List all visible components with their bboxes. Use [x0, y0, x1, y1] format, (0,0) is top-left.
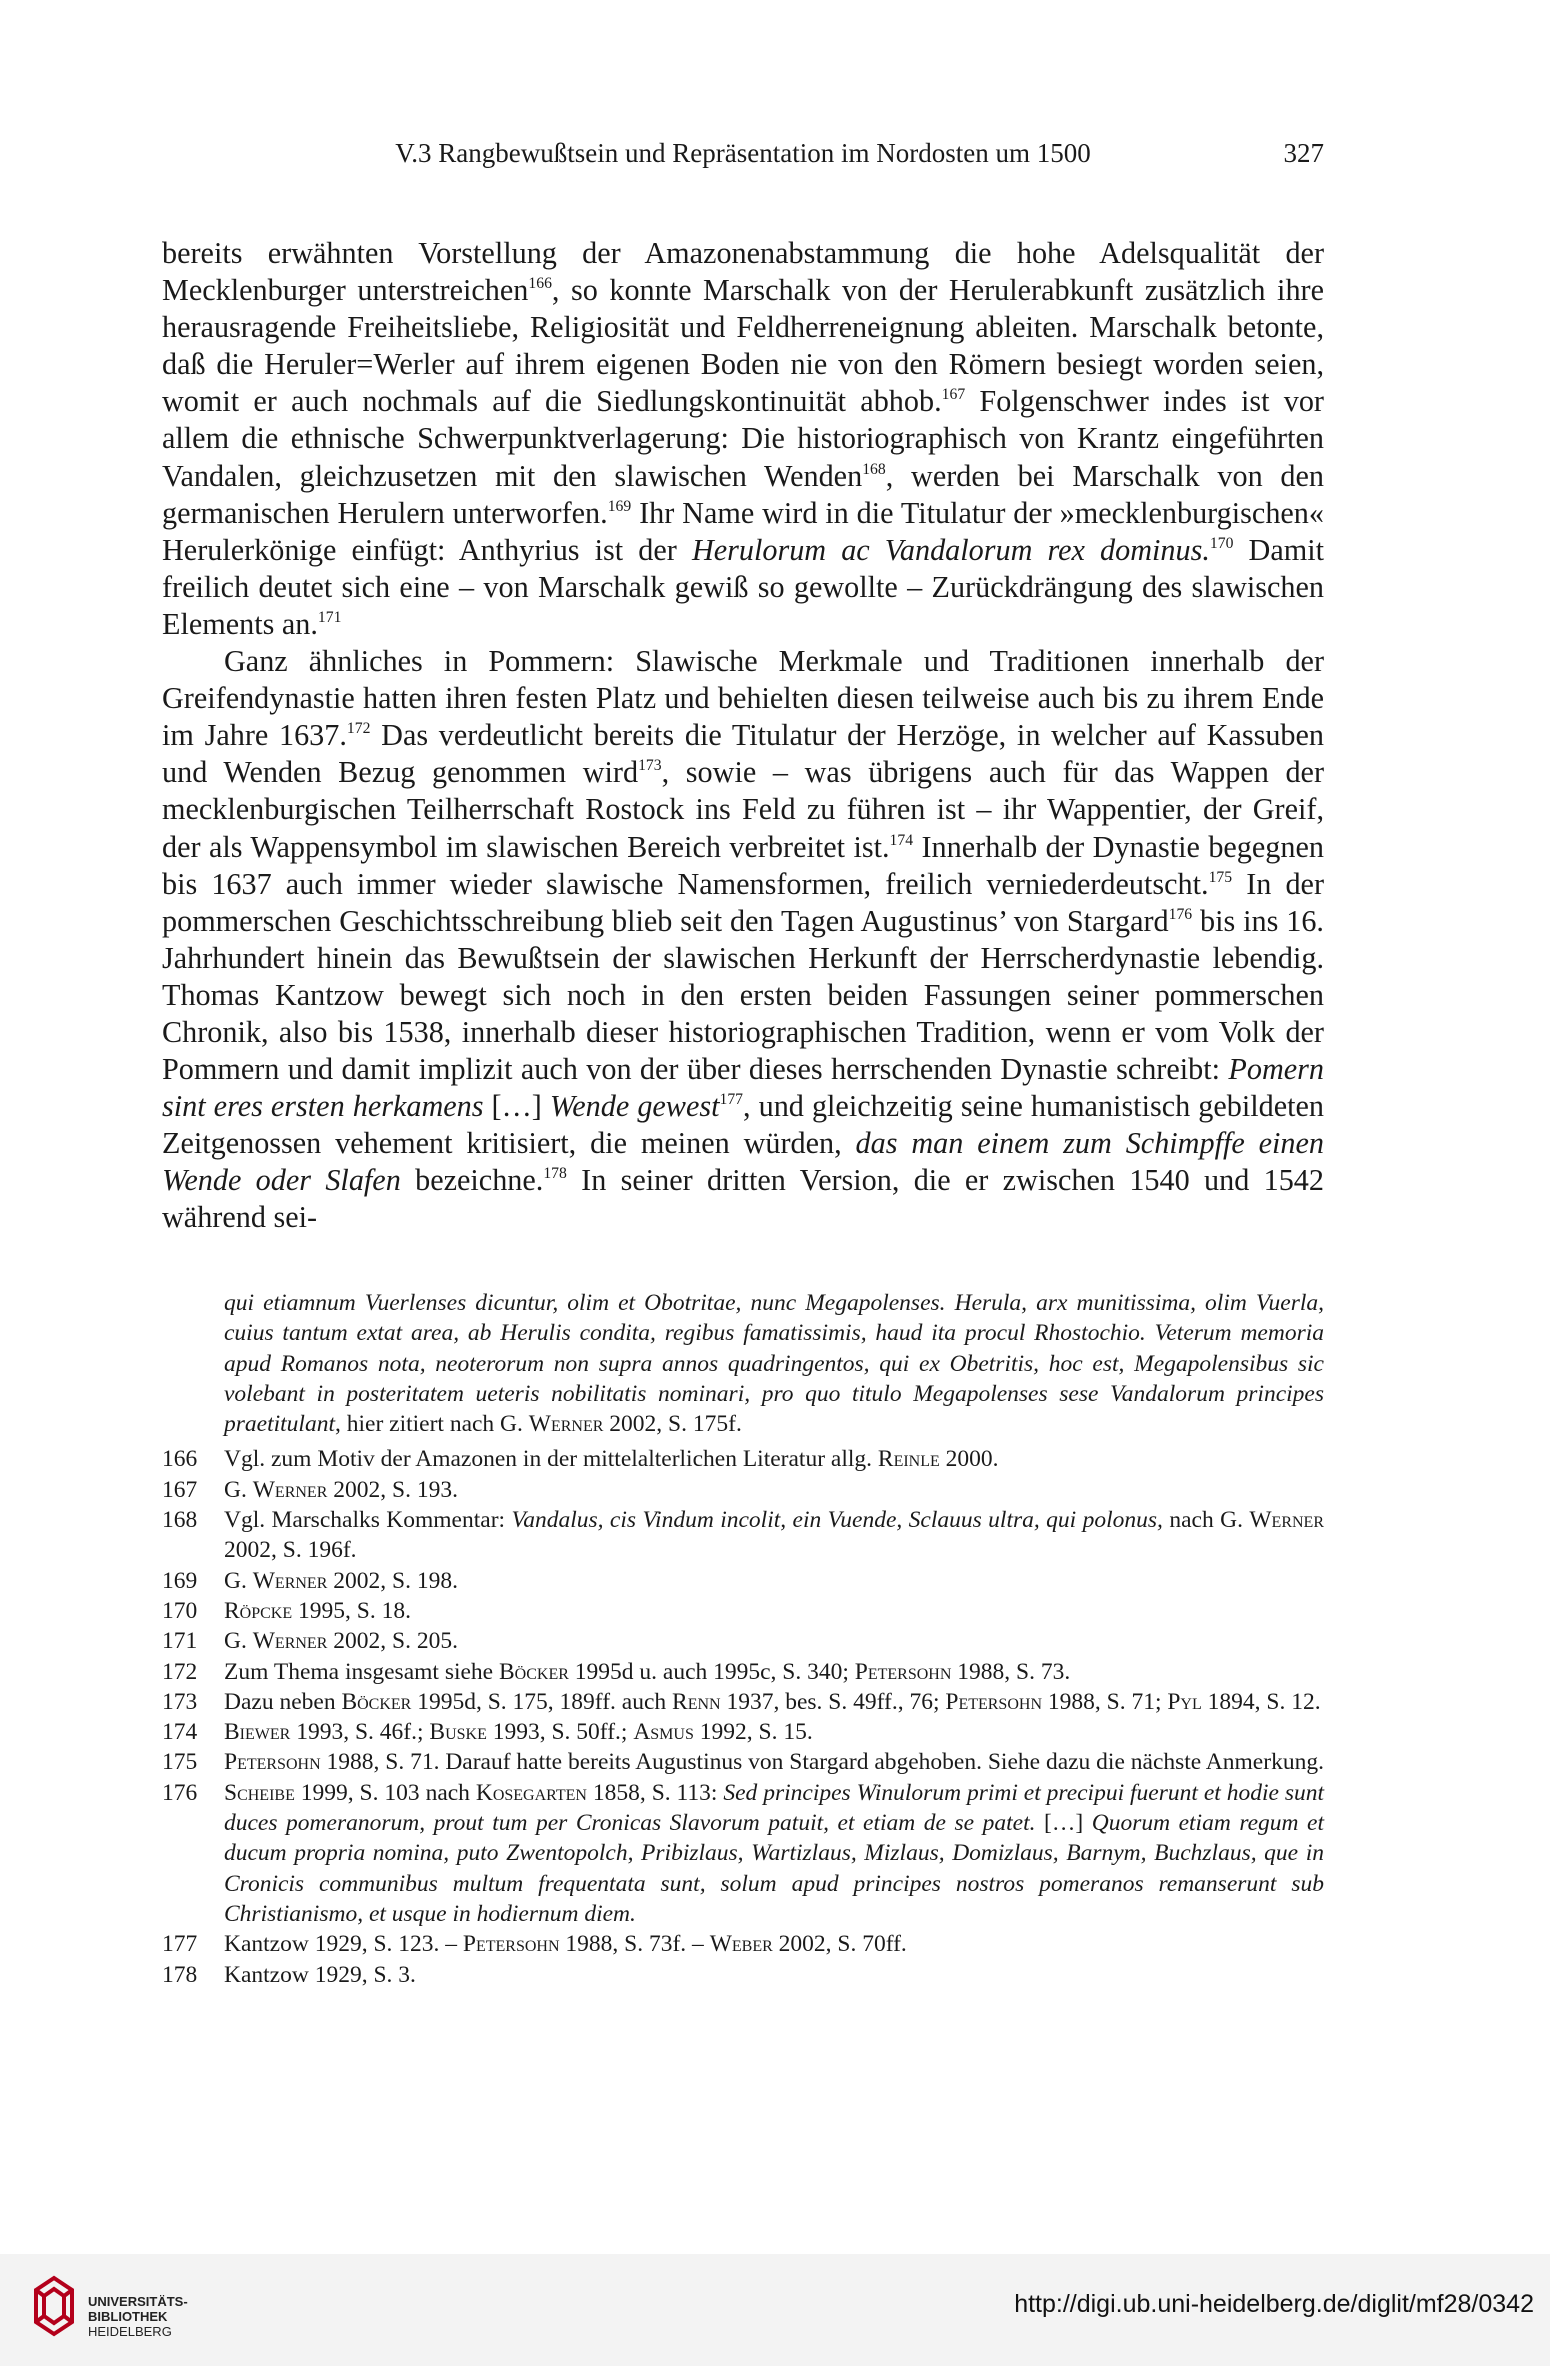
text-run: , hier zitiert nach G. — [334, 1411, 529, 1438]
footnote-number: 177 — [162, 1931, 198, 1958]
footnote-continuation — [224, 1288, 1324, 1439]
footnote-number: 170 — [162, 1597, 198, 1624]
footnote-172: 172 Zum Thema insgesamt siehe Böcker 1995d u. auch 1995c, S. 340; Petersohn 1988, S. 73. — [162, 1657, 1324, 1687]
footnote-174: 174 Biewer 1993, S. 46f.; Buske 1993, S. 50ff.; Asmus 1992, S. 15. — [162, 1717, 1324, 1747]
author-name: Werner — [528, 1411, 604, 1438]
logo-line: BIBLIOTHEK — [88, 2309, 168, 2324]
footnote-number: 167 — [162, 1476, 198, 1503]
text-run: […] — [483, 1089, 550, 1124]
quote: Pomern sint eres ersten herkamens — [162, 1052, 1324, 1124]
paragraph — [162, 643, 1324, 1237]
text-run: bis ins 16. Jahrhundert hinein das Bewußtsein der slawischen Herkunft der Herrscherdynastie lebendig. Thomas Kantzow bewegt sich noch in den ersten beiden Fassungen seiner pommerschen Chronik, also bis 1538, innerhalb dieser historiographischen Tradition, wenn er vom Volk der Pommern und damit implizit auch von der über dieses herrschenden Dynastie schreibt: — [162, 903, 1324, 1087]
footnote-number: 176 — [162, 1779, 198, 1806]
latin-quote: Herulorum ac Vandalorum rex dominus. — [691, 532, 1210, 567]
author-name: Petersohn — [945, 1688, 1042, 1715]
author-name: Werner — [252, 1476, 328, 1503]
text-run: In seiner dritten Version, die er zwischen 1540 und 1542 während sei- — [162, 1163, 1324, 1235]
footnote-number: 174 — [162, 1719, 198, 1746]
footnote-ref[interactable]: 175 — [1208, 868, 1233, 886]
footnote-number: 168 — [162, 1507, 198, 1534]
footnote-ref[interactable]: 177 — [719, 1091, 744, 1109]
library-logo-text — [88, 2294, 188, 2339]
text-run: , werden bei Marschalk von den germanischen Herulern unterworfen. — [162, 458, 1324, 530]
text-run: Ganz ähnliches in Pommern: Slawische Merkmale und Traditionen innerhalb der Greifendynastie hatten ihren festen Platz und behielten diesen teilweise auch bis zu ihrem Ende im Jahre 1637. — [162, 644, 1324, 753]
logo-line: UNIVERSITÄTS- — [88, 2294, 188, 2309]
text-run: Ihr Name wird in die Titulatur der »mecklenburgischen« Herulerkönige einfügt: Anthyrius ist der — [162, 495, 1324, 567]
footnote-173: 173 Dazu neben Böcker 1995d, S. 175, 189ff. auch Renn 1937, bes. S. 49ff., 76; Petersohn 1988, S. 71; Pyl 1894, S. 12. — [162, 1687, 1324, 1717]
footnote-168: 168 Vgl. Marschalks Kommentar: Vandalus, cis Vindum incolit, ein Vuende, Sclauus ultra, qui polonus, nach G. Werner 2002, S. 196f. — [162, 1507, 1324, 1564]
author-name: Weber — [709, 1931, 773, 1958]
page-number: 327 — [1283, 138, 1324, 168]
author-name: Werner — [1249, 1507, 1324, 1534]
author-name: Petersohn — [462, 1931, 560, 1958]
footnote-176: 176 Scheibe 1999, S. 103 nach Kosegarten 1858, S. 113: Sed principes Winulorum primi et precipui fuerunt et hodie sunt duces pomeranorum, prout tum per Cronicas Slavorum patuit, et etiam de se patet. […] Quorum etiam regum et ducum propria nomina, puto Zwentopolch, Pribizlaus, Wartizlaus, Mizlaus, Domizlaus, Barnym, Buchzlaus, que in Cronicis communibus multum frequentata sunt, solum apud principes nostros pomeranos remanserunt sub Christianismo, et usque in hodiernum diem. — [162, 1779, 1325, 1927]
footnotes — [162, 1288, 1324, 1990]
footnote-number: 172 — [162, 1658, 198, 1685]
footnote-ref[interactable]: 173 — [638, 757, 662, 775]
footnote-ref[interactable]: 167 — [941, 386, 966, 404]
author-name: Pyl — [1167, 1688, 1202, 1715]
author-name: Kosegarten — [475, 1779, 587, 1806]
author-name: Asmus — [633, 1719, 694, 1746]
text-run: , und gleichzeitig seine humanistisch gebildeten Zeitgenossen vehement kritisiert, die meinen würden, — [162, 1089, 1324, 1161]
footnote-number: 173 — [162, 1688, 198, 1715]
footnote-number: 178 — [162, 1961, 198, 1988]
footnote-number: 166 — [162, 1446, 198, 1473]
author-name: Böcker — [341, 1688, 412, 1715]
latin-quote: Vandalus, cis Vindum incolit, ein Vuende, Sclauus ultra, qui polonus, — [511, 1507, 1163, 1534]
footnote-170: 170 Röpcke 1995, S. 18. — [162, 1596, 1324, 1626]
latin-quote: Sed principes Winulorum primi et precipui fuerunt et hodie sunt duces pomeranorum, prout tum per Cronicas Slavorum patuit, et etiam de se patet. — [224, 1779, 1324, 1837]
text-run: Innerhalb der Dynastie begegnen bis 1637 auch immer wieder slawische Namensformen, freilich verniederdeutscht. — [162, 829, 1324, 901]
author-name: Renn — [672, 1688, 721, 1715]
footnote-ref[interactable]: 176 — [1168, 905, 1193, 923]
footnote-number: 171 — [162, 1628, 198, 1655]
paragraph — [162, 235, 1324, 643]
footnote-ref[interactable]: 171 — [317, 609, 342, 627]
latin-quote: qui etiamnum Vuerlenses dicuntur, olim et Obotritae, nunc Megapolenses. Herula, arx munitissima, olim Vuerla, cuius tantum extat area, ab Herulis condita, regibus famatissimis, haud ita procul Rhostochio. Veterum memoria apud Romanos nota, neoterorum non supra annos quadringentos, qui ex Obetritis, hoc est, Megapolensibus sic volebant in posteritatem ueteris nobilitatis nominari, pro quo titulo Megapolenses sese Vandalorum principes praetitulant — [224, 1290, 1324, 1438]
author-name: Petersohn — [224, 1749, 321, 1776]
footnote-ref[interactable]: 169 — [607, 497, 632, 515]
running-head — [162, 138, 1324, 178]
footnote-number: 169 — [162, 1567, 198, 1594]
latin-quote: Quorum etiam regum et ducum propria nomina, puto Zwentopolch, Pribizlaus, Wartizlaus, Mizlaus, Domizlaus, Barnym, Buchzlaus, que in Cronicis communibus multum frequentata sunt, solum apud principes nostros pomeranos remanserunt sub Christianismo, et usque in hodiernum diem. — [224, 1810, 1325, 1927]
text-run: Folgenschwer indes ist vor allem die ethnische Schwerpunktverlagerung: Die historiographisch von Krantz eingeführten Vandalen, gleichzusetzen mit den slawischen Wenden — [162, 384, 1324, 493]
footnote-ref[interactable]: 166 — [528, 275, 552, 293]
main-text — [162, 235, 1324, 1237]
author-name: Petersohn — [854, 1658, 952, 1685]
author-name: Reinle — [877, 1446, 940, 1473]
text-run: In der pommerschen Geschichtsschreibung blieb seit den Tagen Augustinus’ von Stargard — [162, 866, 1324, 938]
author-name: Werner — [252, 1567, 328, 1594]
library-logo-icon — [30, 2270, 80, 2340]
quote: Wende gewest — [549, 1089, 720, 1124]
footnote-178: 178 Kantzow 1929, S. 3. — [162, 1960, 1324, 1990]
footnote-166: 166 Vgl. zum Motiv der Amazonen in der mittelalterlichen Literatur allg. Reinle 2000. — [162, 1444, 1324, 1474]
author-name: Biewer — [224, 1719, 291, 1746]
text-run: bereits erwähnten Vorstellung der Amazonenabstammung die hohe Adelsqualität der Mecklenburger unterstreichen — [162, 236, 1324, 308]
footnote-number: 175 — [162, 1749, 198, 1776]
footnote-167: 167 G. Werner 2002, S. 193. — [162, 1475, 1324, 1505]
footnote-171: 171 G. Werner 2002, S. 205. — [162, 1626, 1324, 1656]
author-name: Röpcke — [224, 1597, 293, 1624]
footnote-169: 169 G. Werner 2002, S. 198. — [162, 1566, 1324, 1596]
footnote-ref[interactable]: 174 — [889, 831, 914, 849]
footnote-175: 175 Petersohn 1988, S. 71. Darauf hatte bereits Augustinus von Stargard abgehoben. Siehe dazu die nächste Anmerkung. — [162, 1747, 1324, 1777]
source-url[interactable]: http://digi.ub.uni-heidelberg.de/diglit/mf28/0342 — [1014, 2290, 1534, 2318]
viewer-footer — [0, 2254, 1550, 2366]
library-logo[interactable] — [30, 2270, 200, 2342]
footnote-177: 177 Kantzow 1929, S. 123. – Petersohn 1988, S. 73f. – Weber 2002, S. 70ff. — [162, 1929, 1324, 1959]
author-name: Böcker — [498, 1658, 569, 1685]
text-run: Damit freilich deutet sich eine – von Marschalk gewiß so gewollte – Zurückdrängung des slawischen Elements an. — [162, 532, 1324, 641]
author-name: Scheibe — [224, 1779, 295, 1806]
text-run: bezeichne. — [400, 1163, 544, 1198]
footnote-ref[interactable]: 170 — [1209, 534, 1234, 552]
logo-line: HEIDELBERG — [88, 2324, 172, 2339]
text-run: Das verdeutlicht bereits die Titulatur der Herzöge, in welcher auf Kassuben und Wenden Bezug genommen wird — [162, 718, 1324, 790]
quote: das man einem zum Schimpffe einen Wende oder Slafen — [162, 1126, 1324, 1198]
text-run: , so konnte Marschalk von der Herulerabkunft zusätzlich ihre herausragende Freiheitsliebe, Religiosität und Feldherreneignung ableiten. Marschalk betonte, daß die Heruler=Werler auf ihrem eigenen Boden nie von den Römern besiegt worden seien, womit er auch nochmals auf die Siedlungskontinuität abhob. — [162, 273, 1324, 419]
text-run: 2002, S. 175f. — [603, 1411, 742, 1438]
text-run: , sowie – was übrigens auch für das Wappen der mecklenburgischen Teilherrschaft Rostock ins Feld zu führen ist – ihr Wappentier, der Greif, der als Wappensymbol im slawischen Bereich verbreitet ist. — [162, 755, 1324, 864]
author-name: Werner — [252, 1628, 328, 1655]
author-name: Buske — [429, 1719, 487, 1746]
footnote-ref[interactable]: 172 — [346, 720, 371, 738]
footnote-ref[interactable]: 168 — [862, 460, 886, 478]
running-title: V.3 Rangbewußtsein und Repräsentation im Nordosten um 1500 — [395, 138, 1091, 168]
footnote-ref[interactable]: 178 — [543, 1165, 567, 1183]
